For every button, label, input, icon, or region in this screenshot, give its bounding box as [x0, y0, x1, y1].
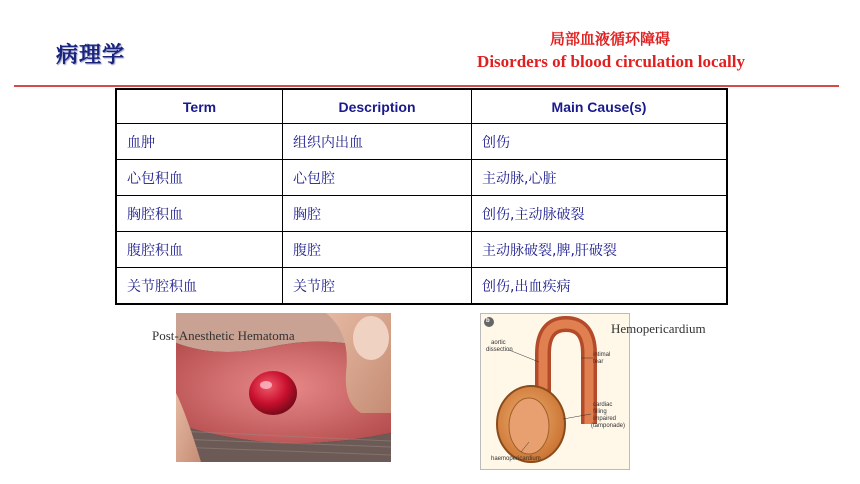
cause-cell: 创伤,主动脉破裂 — [472, 196, 728, 232]
hemorrhage-table — [115, 88, 728, 305]
term-cell: 关节腔积血 — [116, 268, 283, 305]
label-haemopericardium: haemopericardium — [491, 456, 541, 462]
diagram-badge: b — [486, 318, 490, 324]
cause-cell: 创伤,出血疾病 — [472, 268, 728, 305]
diagram-caption: Hemopericardium — [611, 321, 706, 336]
table-row — [116, 160, 727, 196]
label-tamponade: (tamponade) — [591, 423, 626, 429]
label-dissection: dissection — [486, 347, 513, 353]
description-cell: 胸腔 — [283, 196, 472, 232]
label-tear: tear — [593, 359, 604, 365]
table-row — [116, 124, 727, 160]
hemopericardium-diagram — [480, 313, 630, 470]
label-aortic: aortic — [491, 340, 506, 346]
term-cell: 血肿 — [116, 124, 283, 160]
photo-caption: Post-Anesthetic Hematoma — [152, 328, 295, 343]
table-header-row — [116, 89, 727, 124]
description-cell: 心包腔 — [283, 160, 472, 196]
topic-title-chinese: 局部血液循环障碍 — [549, 30, 670, 48]
cause-cell: 创伤 — [472, 124, 728, 160]
term-cell: 心包积血 — [116, 160, 283, 196]
table-row — [116, 196, 727, 232]
term-cell: 胸腔积血 — [116, 196, 283, 232]
description-cell: 组织内出血 — [283, 124, 472, 160]
label-filling: filling — [593, 409, 607, 415]
cause-cell: 主动脉破裂,脾,肝破裂 — [472, 232, 728, 268]
header-divider — [14, 85, 839, 87]
table-row — [116, 268, 727, 305]
label-impaired: impaired — [593, 416, 617, 422]
label-intimal: intimal — [593, 352, 611, 358]
cause-cell: 主动脉,心脏 — [472, 160, 728, 196]
term-cell: 腹腔积血 — [116, 232, 283, 268]
topic-title-english: Disorders of blood circulation locally — [477, 52, 745, 71]
column-header-description: Description — [283, 89, 472, 124]
column-header-main-causes: Main Cause(s) — [472, 89, 728, 124]
description-cell: 腹腔 — [283, 232, 472, 268]
slide-title: 病理学 — [56, 43, 126, 68]
column-header-term: Term — [116, 89, 283, 124]
description-cell: 关节腔 — [283, 268, 472, 305]
heart-aorta-illustration — [481, 314, 629, 469]
table-row — [116, 232, 727, 268]
label-cardiac: cardiac — [593, 402, 613, 408]
